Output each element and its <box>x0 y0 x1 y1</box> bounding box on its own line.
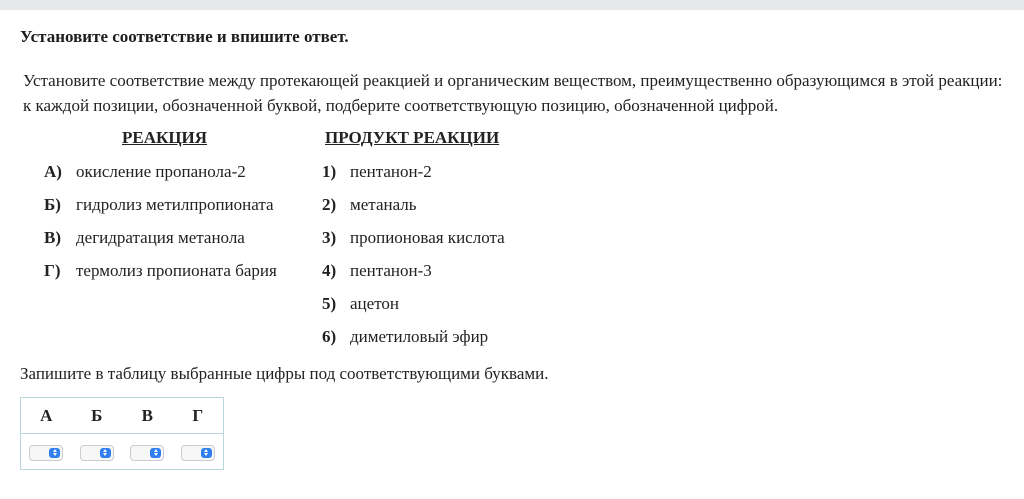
reaction-item <box>44 228 245 248</box>
answer-select-v[interactable] <box>130 445 164 461</box>
reaction-key: В) <box>44 228 61 247</box>
reaction-key: Б) <box>44 195 61 214</box>
reaction-item <box>44 162 246 182</box>
select-arrows-icon <box>150 448 161 458</box>
product-column-header: ПРОДУКТ РЕАКЦИИ <box>325 128 500 147</box>
reaction-text: окисление пропанола-2 <box>76 162 246 181</box>
answer-table-header <box>21 398 223 434</box>
answer-header-b: Б <box>91 406 103 425</box>
task-title: Установите соответствие и впишите ответ. <box>20 27 349 46</box>
answer-instruction: Запишите в таблицу выбранные цифры под соответствующими буквами. <box>20 364 549 383</box>
product-text: пентанон-3 <box>350 261 432 280</box>
reaction-item <box>44 261 277 281</box>
answer-header-g: Г <box>192 406 204 425</box>
product-item <box>322 294 399 314</box>
product-key: 6) <box>322 327 337 346</box>
product-text: пентанон-2 <box>350 162 432 181</box>
reaction-key: А) <box>44 162 62 181</box>
product-key: 4) <box>322 261 337 280</box>
select-arrows-icon <box>49 448 60 458</box>
answer-select-b[interactable] <box>80 445 114 461</box>
top-bar <box>0 0 1024 10</box>
reaction-column-header: РЕАКЦИЯ <box>122 128 208 147</box>
answer-select-a[interactable] <box>29 445 63 461</box>
answer-header-v: В <box>141 406 153 425</box>
reaction-key: Г) <box>44 261 61 280</box>
reaction-text: дегидратация метанола <box>76 228 245 247</box>
select-arrows-icon <box>201 448 212 458</box>
product-key: 3) <box>322 228 337 247</box>
product-item <box>322 162 432 182</box>
product-text: пропионовая кислота <box>350 228 505 247</box>
answer-table <box>20 397 224 470</box>
product-text: ацетон <box>350 294 399 313</box>
reaction-item <box>44 195 274 215</box>
reaction-text: гидролиз метилпропионата <box>76 195 274 214</box>
product-key: 5) <box>322 294 337 313</box>
reaction-text: термолиз пропионата бария <box>76 261 277 280</box>
product-item <box>322 195 417 215</box>
answer-header-a: А <box>40 406 53 425</box>
product-text: диметиловый эфир <box>350 327 489 346</box>
answer-cell <box>122 445 173 461</box>
product-item <box>322 261 432 281</box>
answer-cell <box>21 445 72 461</box>
product-key: 2) <box>322 195 337 214</box>
select-arrows-icon <box>100 448 111 458</box>
product-text: метаналь <box>350 195 417 214</box>
answer-select-g[interactable] <box>181 445 215 461</box>
product-item <box>322 327 488 347</box>
task-text: Установите соответствие между протекающей реакцией и органическим веществом, преимущественно образующимся в этой реакции: к каждой позиции, обозначенной буквой, подберите соответствующую позицию, обозначенной цифрой. <box>23 71 1003 115</box>
answer-cell <box>173 445 224 461</box>
product-key: 1) <box>322 162 337 181</box>
product-item <box>322 228 505 248</box>
answer-table-body <box>21 434 223 471</box>
answer-cell <box>72 445 123 461</box>
